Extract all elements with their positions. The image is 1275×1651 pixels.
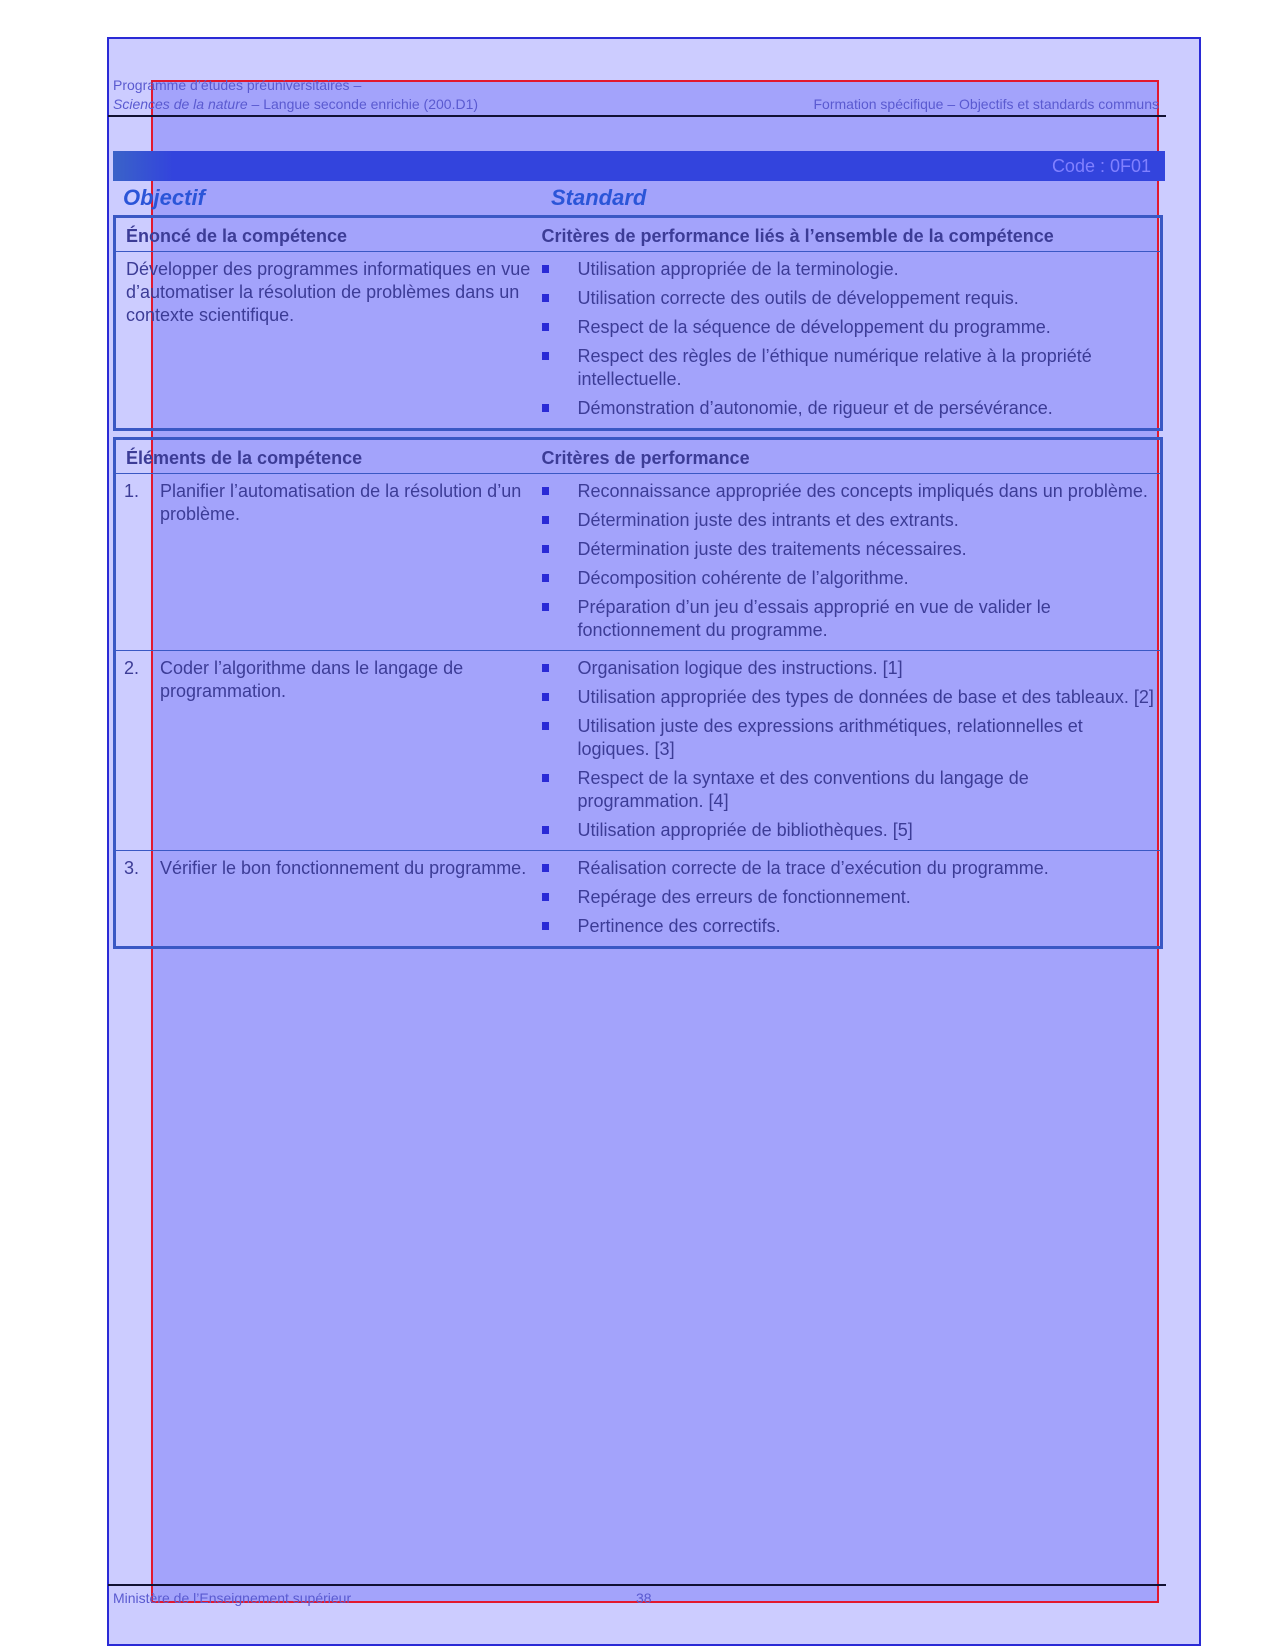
criterion-text: Respect des règles de l’éthique numérique relative à la propriété intellectuelle.: [577, 346, 1092, 389]
criterion-text: Utilisation appropriée de bibliothèques. [5]: [577, 820, 913, 840]
bullet-icon: [542, 516, 549, 524]
standard-title: Standard: [551, 185, 647, 210]
competence-table: [113, 215, 1163, 431]
bullet-icon: [542, 774, 549, 782]
list-item: [542, 596, 1155, 642]
header-program-title: [113, 96, 478, 112]
list-item: [542, 715, 1155, 761]
bullet-icon: [542, 603, 549, 611]
list-item: [542, 316, 1155, 339]
footer-ministry: Ministère de l’Enseignement supérieur: [113, 1590, 352, 1606]
elements-table: [113, 437, 1163, 949]
bullet-icon: [542, 664, 549, 672]
criteria-list: [542, 480, 1155, 642]
list-item: [542, 258, 1155, 281]
bullet-icon: [542, 826, 549, 834]
element-2-criteria: [542, 651, 1162, 851]
footer-rule: [108, 1584, 1166, 1586]
element-1-criteria: [542, 474, 1162, 651]
bullet-icon: [542, 323, 549, 331]
competence-criteria-cell: [542, 252, 1162, 430]
bullet-icon: [542, 893, 549, 901]
criteria-list: [542, 657, 1155, 842]
criterion-text: Utilisation correcte des outils de développement requis.: [577, 288, 1019, 308]
bullet-icon: [542, 265, 549, 273]
criterion-text: Reconnaissance appropriée des concepts impliqués dans un problème.: [577, 481, 1148, 501]
header-rule: [108, 115, 1166, 117]
page-number: 38: [636, 1590, 652, 1606]
element-2: [115, 651, 542, 851]
list-item: [542, 857, 1155, 880]
element-text: Vérifier le bon fonctionnement du programme.: [160, 858, 527, 878]
table-row: [115, 474, 1162, 651]
criterion-text: Respect de la syntaxe et des conventions du langage de programmation. [4]: [577, 768, 1029, 811]
criteria-list: [542, 857, 1155, 938]
elements-left-header: Éléments de la compétence: [115, 439, 542, 474]
list-item: [542, 287, 1155, 310]
list-item: [542, 480, 1155, 503]
header-section-title: Formation spécifique – Objectifs et standards communs: [813, 96, 1159, 112]
element-1: [115, 474, 542, 651]
list-item: [542, 886, 1155, 909]
bullet-icon: [542, 404, 549, 412]
criterion-text: Respect de la séquence de développement du programme.: [577, 317, 1051, 337]
bullet-icon: [542, 487, 549, 495]
list-item: [542, 819, 1155, 842]
element-number: 1.: [124, 481, 140, 501]
bullet-icon: [542, 922, 549, 930]
criterion-text: Utilisation juste des expressions arithmétiques, relationnelles et logiques. [3]: [577, 716, 1083, 759]
element-3-criteria: [542, 851, 1162, 948]
table-row: [115, 851, 1162, 948]
list-item: [542, 509, 1155, 532]
bullet-icon: [542, 545, 549, 553]
criterion-text: Décomposition cohérente de l’algorithme.: [577, 568, 909, 588]
header-program-rest: – Langue seconde enrichie (200.D1): [247, 96, 479, 112]
competence-statement: Développer des programmes informatiques en vue d’automatiser la résolution de problèmes dans un contexte scientifique.: [126, 259, 531, 325]
list-item: [542, 538, 1155, 561]
criterion-text: Détermination juste des traitements nécessaires.: [577, 539, 967, 559]
table-row: [115, 651, 1162, 851]
criterion-text: Utilisation appropriée des types de données de base et des tableaux. [2]: [577, 687, 1154, 707]
list-item: [542, 345, 1155, 391]
code-bar: [113, 151, 1165, 181]
criterion-text: Organisation logique des instructions. [1]: [577, 658, 903, 678]
list-item: [542, 397, 1155, 420]
list-item: [542, 657, 1155, 680]
competence-criteria-list: [542, 258, 1155, 420]
bullet-icon: [542, 352, 549, 360]
competence-left-header: Énoncé de la compétence: [115, 217, 542, 252]
list-item: [542, 915, 1155, 938]
element-text: Planifier l’automatisation de la résolution d’un problème.: [160, 481, 522, 524]
list-item: [542, 567, 1155, 590]
competence-right-header: Critères de performance liés à l’ensemble de la compétence: [542, 217, 1162, 252]
header-program-line: Programme d’études préuniversitaires –: [113, 77, 362, 93]
criterion-text: Détermination juste des intrants et des extrants.: [577, 510, 959, 530]
code-label: Code : 0F01: [1051, 156, 1151, 176]
criterion-text: Préparation d’un jeu d’essais approprié en vue de valider le fonctionnement du programme.: [577, 597, 1051, 640]
criterion-text: Repérage des erreurs de fonctionnement.: [577, 887, 911, 907]
header-program-italic: Sciences de la nature: [113, 96, 248, 112]
bullet-icon: [542, 722, 549, 730]
bullet-icon: [542, 693, 549, 701]
criterion-text: Réalisation correcte de la trace d’exécution du programme.: [577, 858, 1049, 878]
element-number: 3.: [124, 858, 140, 878]
elements-right-header: Critères de performance: [542, 439, 1162, 474]
criterion-text: Démonstration d’autonomie, de rigueur et de persévérance.: [577, 398, 1053, 418]
element-3: [115, 851, 542, 948]
bullet-icon: [542, 864, 549, 872]
element-number: 2.: [124, 658, 140, 678]
list-item: [542, 686, 1155, 709]
element-text: Coder l’algorithme dans le langage de programmation.: [160, 658, 464, 701]
bullet-icon: [542, 294, 549, 302]
criterion-text: Pertinence des correctifs.: [577, 916, 781, 936]
criterion-text: Utilisation appropriée de la terminologie.: [577, 259, 899, 279]
bullet-icon: [542, 574, 549, 582]
objectif-title: Objectif: [123, 185, 205, 210]
list-item: [542, 767, 1155, 813]
